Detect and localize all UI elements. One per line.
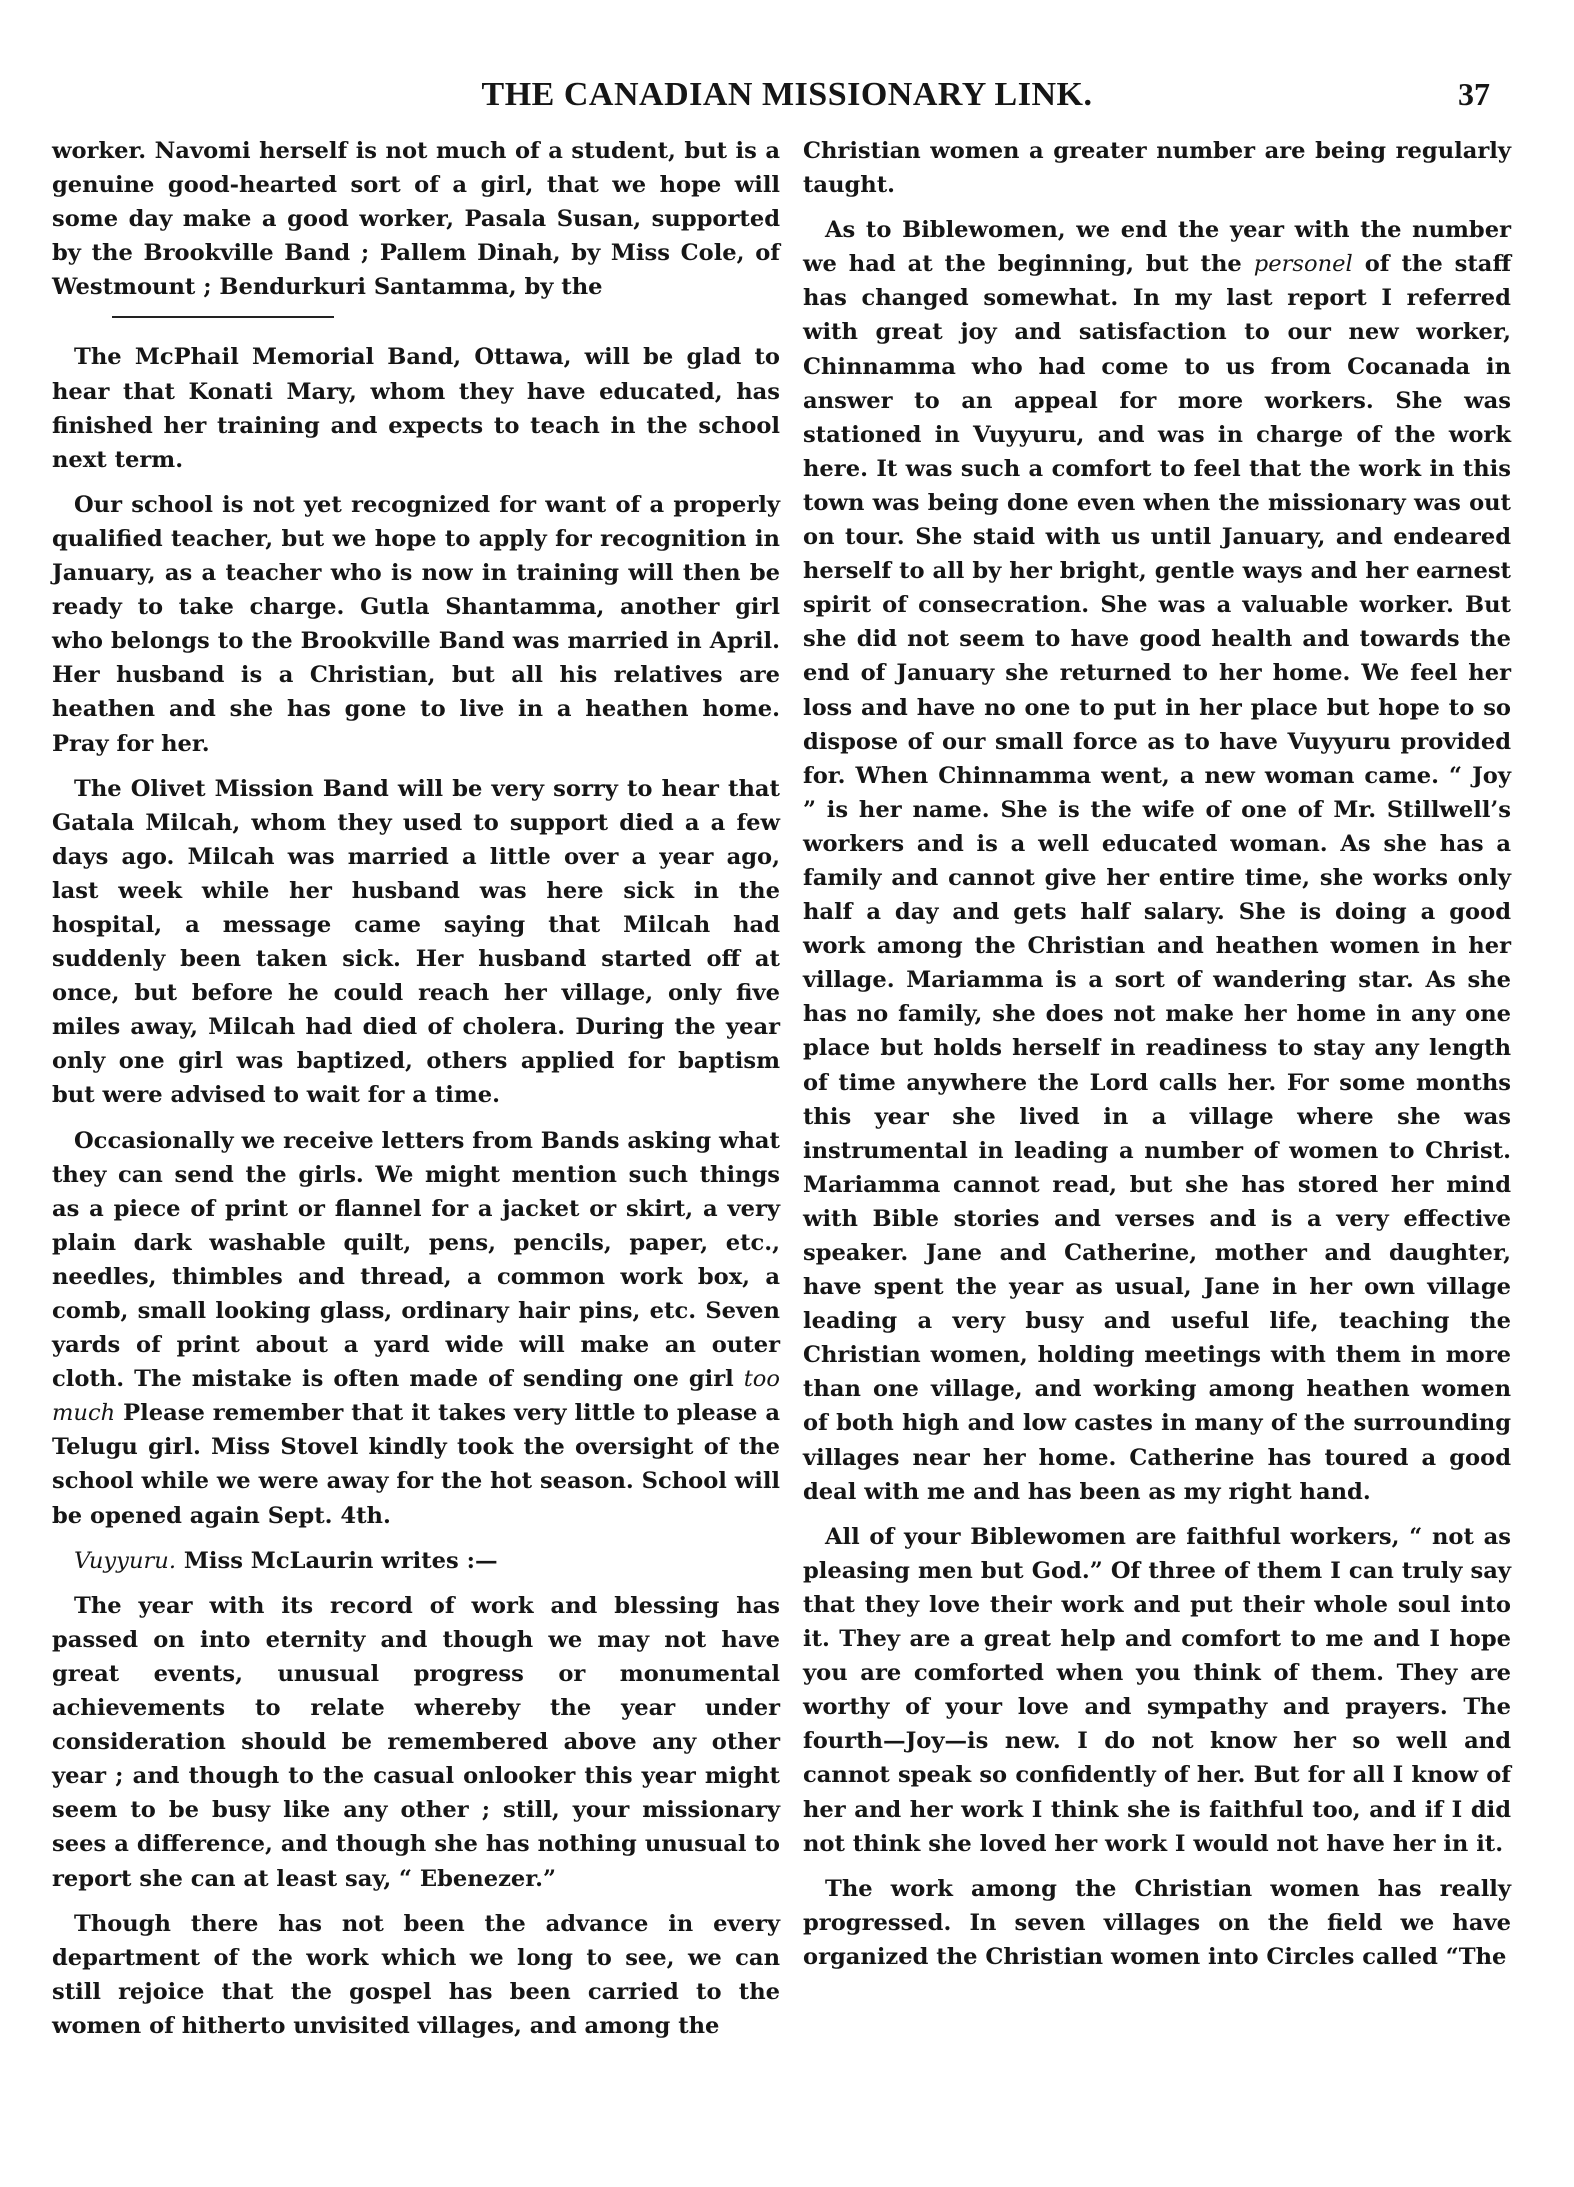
paragraph: The work among the Christian women has really progressed. In seven villages on the field we have organized the Christian women into Circles called “The (803, 1875, 1511, 1970)
italic-text: too much (52, 1366, 780, 1427)
paragraph: The Olivet Mission Band will be very sorry to hear that Gatala Milcah, whom they used to support died a a few days ago. Milcah was married a little over a year ago, last week while her husband was here sick in the hospital, a message came saying that Milcah had suddenly been taken sick. Her husband started off at once, but before he could reach her village, only five miles away, Milcah had died of cholera. During the year only one girl was baptized, others applied for baptism but were advised to wait for a time. (52, 775, 780, 1109)
paragraph: worker. Navomi herself is not much of a student, but is a genuine good-hearted sort of a girl, that we hope will some day make a good worker, Pasala Susan, supported by the Brookville Band ; Pallem Dinah, by Miss Cole, of Westmount ; Bendurkuri Santamma, by the (52, 138, 780, 301)
right-column (803, 134, 1511, 1985)
running-title: THE CANADIAN MISSIONARY LINK. (481, 76, 1093, 113)
paragraph (52, 1544, 780, 1578)
page-number: 37 (1458, 76, 1490, 112)
text-run: As to Biblewomen, we end the year with the number we had at the beginning, but the (803, 217, 1511, 278)
text-run: Occasionally we receive letters from Bands asking what they can send the girls. We might mention such things as a piece of print or flannel for a jacket or skirt, a very plain dark washable quilt, pens, pencils, paper, etc., needles, thimbles and thread, a common work box, a comb, small looking glass, ordinary hair pins, etc. Seven yards of print about a yard wide will make an outer cloth. The mistake is often made of sending one girl (52, 1127, 780, 1393)
text-run: Please remember that it takes very little to please a Telugu girl. Miss Stovel kindly took the oversight of the school while we were away for the hot season. School will be opened again Sept. 4th. (52, 1400, 780, 1529)
page-header (0, 76, 1574, 126)
paragraph: Our school is not yet recognized for want of a properly qualified teacher, but we hope to apply for recognition in January, as a teacher who is now in training will then be ready to take charge. Gutla Shantamma, another girl who belongs to the Brookville Band was married in April. Her husband is a Christian, but all his relatives are heathen and she has gone to live in a heathen home. Pray for her. (52, 491, 780, 757)
paragraph (803, 213, 1511, 1509)
paragraph: The year with its record of work and blessing has passed on into eternity and though we may not have great events, unusual progress or monumental achievements to relate whereby the year under consideration should be remembered above any other year ; and though to the casual onlooker this year might seem to be busy like any other ; still, your missionary sees a difference, and though she has nothing unusual to report she can at least say, “ Ebenezer.” (52, 1592, 780, 1892)
paragraph: All of your Biblewomen are faithful workers, “ not as pleasing men but God.” Of three of them I can truly say that they love their work and put their whole soul into it. They are a great help and comfort to me and I hope you are comforted when you think of them. They are worthy of your love and sympathy and prayers. The fourth—Joy—is new. I do not know her so well and cannot speak so confidently of her. But for all I know of her and her work I think she is faithful too, and if I did not think she loved her work I would not have her in it. (803, 1523, 1511, 1857)
italic-text: personel (1253, 251, 1353, 278)
paragraph: The McPhail Memorial Band, Ottawa, will be glad to hear that Konati Mary, whom they have educated, has finished her training and expects to teach in the school next term. (52, 344, 780, 473)
text-run: Miss McLaurin writes :— (176, 1547, 498, 1574)
paragraph: Though there has not been the advance in every department of the work which we long to see, we can still rejoice that the gospel has been carried to the women of hitherto unvisited villages, and among the (52, 1910, 780, 2039)
italic-text: Vuyyuru. (74, 1547, 177, 1574)
paragraph (52, 1124, 780, 1533)
text-run: of the staff has changed somewhat. In my last report I referred with great joy and satisfaction to our new worker, Chinnamma who had come to us from Cocanada in answer to an appeal for more workers. She was stationed in Vuyyuru, and was in charge of the work here. It was such a comfort to feel that the work in this town was being done even when the missionary was out on tour. She staid with us until January, and endeared herself to all by her bright, gentle ways and her earnest spirit of consecration. She was a valuable worker. But she did not seem to have good health and towards the end of January she returned to her home. We feel her loss and have no one to put in her place but hope to so dispose of our small force as to have Vuyyuru provided for. When Chinnamma went, a new woman came. “ Joy ” is her name. She is the wife of one of Mr. Stillwell’s workers and is a well educated woman. As she has a family and cannot give her entire time, she works only half a day and gets half salary. She is doing a good work among the Christian and heathen women in her village. Mariamma is a sort of wandering star. As she has no family, she does not make her home in any one place but holds herself in readiness to stay any length of time anywhere the Lord calls her. For some months this year she lived in a village where she was instrumental in leading a number of women to Christ. Mariamma cannot read, but she has stored her mind with Bible stories and verses and is a very effective speaker. Jane and Catherine, mother and daughter, have spent the year as usual, Jane in her own village leading a very busy and useful life, teaching the Christian women, holding meetings with them in more than one village, and working among heathen women of both high and low castes in many of the surrounding villages near her home. Catherine has toured a good deal with me and has been as my right hand. (803, 251, 1511, 1505)
paragraph: Christian women a greater number are being regularly taught. (803, 138, 1511, 199)
left-column (52, 134, 780, 2054)
section-divider (112, 316, 334, 318)
